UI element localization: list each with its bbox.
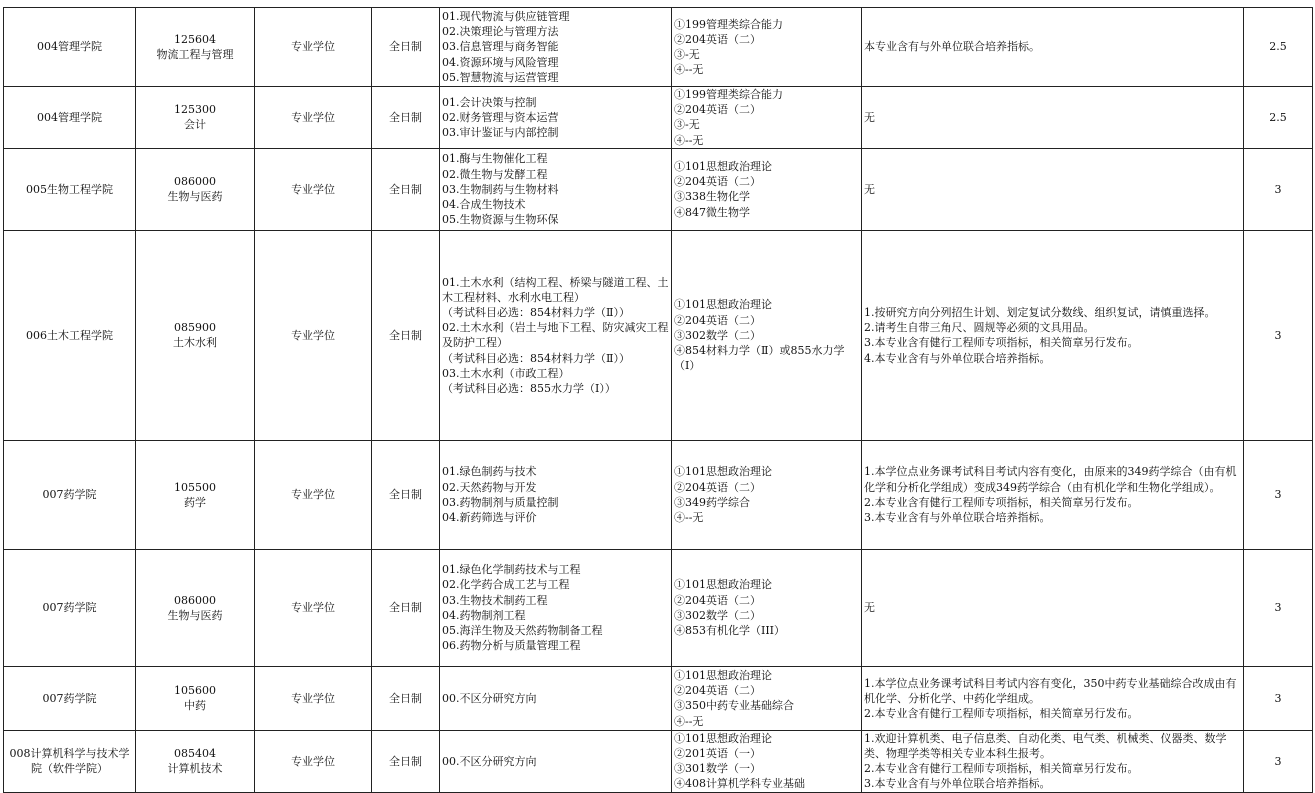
exam-subjects-cell-line: ②204英语（二）	[674, 313, 761, 327]
research-directions-cell-line: 03.审计鉴证与内部控制	[442, 126, 559, 139]
study-years-cell: 3	[1244, 440, 1313, 549]
study-years-cell: 3	[1244, 549, 1313, 666]
notes-cell-line: 2.本专业含有健行工程师专项指标，相关简章另行发布。	[864, 706, 1139, 720]
major-cell	[136, 87, 255, 149]
study-mode-cell: 全日制	[372, 8, 440, 87]
notes-cell	[862, 666, 1244, 730]
exam-subjects-cell-line: ①199管理类综合能力	[674, 17, 783, 31]
research-directions-cell	[440, 440, 672, 549]
notes-cell	[862, 230, 1244, 440]
exam-subjects-cell	[672, 230, 862, 440]
major-code: 085404	[174, 747, 216, 761]
exam-subjects-cell-line: ④--无	[674, 511, 704, 525]
exam-subjects-cell-line: ②204英语（二）	[674, 480, 761, 494]
research-directions-cell-line: 02.天然药物与开发	[442, 480, 537, 494]
notes-cell-line: 无	[864, 601, 875, 615]
degree-type-cell: 专业学位	[255, 8, 372, 87]
exam-subjects-cell-line: ④408计算机学科专业基础	[674, 777, 805, 791]
exam-subjects-cell-line: ②204英语（二）	[674, 103, 761, 117]
exam-subjects-cell-line: ①101思想政治理论	[674, 159, 772, 173]
major-name: 药学	[184, 495, 206, 509]
degree-type-cell: 专业学位	[255, 440, 372, 549]
major-code: 105600	[174, 684, 216, 698]
exam-subjects-cell	[672, 87, 862, 149]
major-name: 中药	[184, 699, 206, 713]
major-name: 物流工程与管理	[156, 48, 234, 61]
exam-subjects-cell	[672, 8, 862, 87]
table-row	[4, 549, 1313, 666]
exam-subjects-cell-line: ①101思想政治理论	[674, 578, 772, 592]
exam-subjects-cell-line: ③301数学（一）	[674, 762, 761, 776]
research-directions-cell-line: 01.酶与生物催化工程	[442, 152, 548, 166]
exam-subjects-cell-line: ①101思想政治理论	[674, 668, 772, 682]
notes-cell-line: 3.本专业含有与外单位联合培养指标。	[864, 511, 1051, 525]
research-directions-cell-line: 03.土木水利（市政工程）	[442, 366, 570, 380]
research-directions-cell-line: 00.不区分研究方向	[442, 691, 537, 705]
table-row	[4, 730, 1313, 792]
research-directions-cell-line: 01.现代物流与供应链管理	[442, 9, 570, 23]
study-mode-cell: 全日制	[372, 666, 440, 730]
major-cell	[136, 666, 255, 730]
research-directions-cell-line: （考试科目必选：854材料力学（Ⅱ））	[442, 305, 630, 319]
notes-cell-line: 本专业含有与外单位联合培养指标。	[864, 40, 1040, 54]
major-cell	[136, 8, 255, 87]
major-name: 计算机技术	[167, 762, 223, 776]
major-code: 125604	[174, 32, 216, 46]
major-name: 会计	[184, 118, 206, 132]
notes-cell	[862, 440, 1244, 549]
exam-subjects-cell-line: ②204英语（二）	[674, 684, 761, 698]
exam-subjects-cell-line: ④847微生物学	[674, 205, 750, 219]
notes-cell-line: 1.欢迎计算机类、电子信息类、自动化类、电气类、机械类、仪器类、数学类、物理学类等相关专业本科生报考。	[864, 731, 1227, 761]
college-cell: 004管理学院	[4, 8, 136, 87]
exam-subjects-cell-line: ④--无	[674, 714, 704, 728]
notes-cell-line: 3.本专业含有健行工程师专项指标，相关简章另行发布。	[864, 336, 1139, 350]
research-directions-cell-line: 05.智慧物流与运营管理	[442, 70, 559, 84]
major-code: 125300	[174, 103, 216, 117]
exam-subjects-cell-line: ③302数学（二）	[674, 608, 761, 622]
major-name: 生物与医药	[167, 608, 223, 622]
research-directions-cell	[440, 666, 672, 730]
exam-subjects-cell-line: ①199管理类综合能力	[674, 88, 783, 101]
notes-cell	[862, 730, 1244, 792]
exam-subjects-cell-line: ④854材料力学（Ⅱ）或855水力学（Ⅰ）	[674, 343, 845, 373]
research-directions-cell-line: 02.决策理论与管理方法	[442, 25, 559, 39]
college-cell: 006土木工程学院	[4, 230, 136, 440]
research-directions-cell-line: 06.药物分析与质量管理工程	[442, 639, 581, 653]
notes-cell-line: 4.本专业含有与外单位联合培养指标。	[864, 351, 1051, 365]
notes-cell	[862, 549, 1244, 666]
study-years-cell: 3	[1244, 230, 1313, 440]
major-cell	[136, 148, 255, 230]
research-directions-cell-line: 02.财务管理与资本运营	[442, 110, 559, 124]
notes-cell	[862, 87, 1244, 149]
college-cell: 008计算机科学与技术学院（软件学院）	[4, 730, 136, 792]
college-cell: 007药学院	[4, 666, 136, 730]
research-directions-cell-line: 02.微生物与发酵工程	[442, 167, 548, 181]
notes-cell-line: 2.请考生自带三角尺、圆规等必须的文具用品。	[864, 321, 1095, 335]
research-directions-cell-line: 01.土木水利（结构工程、桥梁与隧道工程、土木工程材料、水利水电工程）	[442, 275, 669, 304]
research-directions-cell	[440, 549, 672, 666]
study-years-cell: 2.5	[1244, 87, 1313, 149]
exam-subjects-cell	[672, 666, 862, 730]
exam-subjects-cell-line: ④--无	[674, 63, 704, 77]
research-directions-cell-line: 02.土木水利（岩土与地下工程、防灾减灾工程及防护工程）	[442, 321, 669, 350]
table-row	[4, 148, 1313, 230]
research-directions-cell-line: 05.生物资源与生物环保	[442, 213, 559, 227]
degree-type-cell: 专业学位	[255, 148, 372, 230]
research-directions-cell-line: 04.药物制剂工程	[442, 608, 526, 622]
exam-subjects-cell	[672, 148, 862, 230]
research-directions-cell-line: （考试科目必选：854材料力学（Ⅱ））	[442, 351, 630, 365]
table-body	[4, 8, 1313, 793]
research-directions-cell-line: 02.化学药合成工艺与工程	[442, 578, 570, 592]
exam-subjects-cell	[672, 549, 862, 666]
exam-subjects-cell-line: ②204英语（二）	[674, 593, 761, 607]
major-code: 105500	[174, 480, 216, 494]
exam-subjects-cell-line: ③-无	[674, 48, 700, 61]
research-directions-cell-line: 04.资源环境与风险管理	[442, 55, 559, 69]
study-mode-cell: 全日制	[372, 148, 440, 230]
study-years-cell: 3	[1244, 666, 1313, 730]
exam-subjects-cell-line: ③349药学综合	[674, 495, 750, 509]
exam-subjects-cell-line: ①101思想政治理论	[674, 298, 772, 312]
notes-cell-line: 2.本专业含有健行工程师专项指标，相关简章另行发布。	[864, 762, 1139, 776]
notes-cell-line: 2.本专业含有健行工程师专项指标，相关简章另行发布。	[864, 495, 1139, 509]
major-cell	[136, 230, 255, 440]
study-years-cell: 3	[1244, 730, 1313, 792]
exam-subjects-cell-line: ②204英语（二）	[674, 175, 761, 189]
research-directions-cell	[440, 730, 672, 792]
study-years-cell: 3	[1244, 148, 1313, 230]
research-directions-cell	[440, 148, 672, 230]
table-row	[4, 8, 1313, 87]
college-cell: 004管理学院	[4, 87, 136, 149]
major-code: 086000	[174, 175, 216, 189]
research-directions-cell-line: 05.海洋生物及天然药物制备工程	[442, 624, 603, 638]
exam-subjects-cell-line: ①101思想政治理论	[674, 465, 772, 479]
notes-cell-line: 1.按研究方向分列招生计划、划定复试分数线、组织复试，请慎重选择。	[864, 305, 1216, 319]
notes-cell	[862, 148, 1244, 230]
degree-type-cell: 专业学位	[255, 87, 372, 149]
exam-subjects-cell-line: ②204英语（二）	[674, 32, 761, 46]
research-directions-cell-line: 01.绿色化学制药技术与工程	[442, 563, 581, 577]
exam-subjects-cell-line: ③-无	[674, 118, 700, 132]
major-cell	[136, 549, 255, 666]
major-cell	[136, 440, 255, 549]
research-directions-cell-line: 00.不区分研究方向	[442, 754, 537, 768]
notes-cell-line: 3.本专业含有与外单位联合培养指标。	[864, 777, 1051, 791]
admissions-table	[3, 7, 1313, 793]
college-cell: 007药学院	[4, 549, 136, 666]
study-mode-cell: 全日制	[372, 440, 440, 549]
notes-cell-line: 1.本学位点业务课考试科目考试内容有变化，由原来的349药学综合（由有机化学和分析化学组成）变成349药学综合（由有机化学和生物化学组成）。	[864, 465, 1237, 494]
exam-subjects-cell-line: ③338生物化学	[674, 190, 750, 204]
exam-subjects-cell-line: ③302数学（二）	[674, 328, 761, 342]
notes-cell	[862, 8, 1244, 87]
major-code: 085900	[174, 321, 216, 335]
table-row	[4, 666, 1313, 730]
study-years-cell: 2.5	[1244, 8, 1313, 87]
exam-subjects-cell-line: ②201英语（一）	[674, 747, 761, 761]
exam-subjects-cell	[672, 440, 862, 549]
study-mode-cell: 全日制	[372, 730, 440, 792]
notes-cell-line: 无	[864, 182, 875, 196]
exam-subjects-cell-line: ①101思想政治理论	[674, 731, 772, 745]
table-row	[4, 440, 1313, 549]
research-directions-cell	[440, 87, 672, 149]
degree-type-cell: 专业学位	[255, 549, 372, 666]
major-name: 生物与医药	[167, 190, 223, 204]
major-name: 土木水利	[173, 336, 217, 350]
study-mode-cell: 全日制	[372, 230, 440, 440]
major-code: 086000	[174, 593, 216, 607]
notes-cell-line: 1.本学位点业务课考试科目考试内容有变化，350中药专业基础综合改成由有机化学、分析化学、中药化学组成。	[864, 676, 1237, 705]
degree-type-cell: 专业学位	[255, 666, 372, 730]
college-cell: 005生物工程学院	[4, 148, 136, 230]
research-directions-cell	[440, 8, 672, 87]
notes-cell-line: 无	[864, 110, 875, 124]
table-row	[4, 230, 1313, 440]
table-row	[4, 87, 1313, 149]
research-directions-cell-line: 01.绿色制药与技术	[442, 465, 537, 479]
research-directions-cell-line: 01.会计决策与控制	[442, 95, 537, 109]
research-directions-cell-line: 04.新药筛选与评价	[442, 511, 537, 525]
study-mode-cell: 全日制	[372, 87, 440, 149]
research-directions-cell-line: 03.生物技术制药工程	[442, 593, 548, 607]
major-cell	[136, 730, 255, 792]
study-mode-cell: 全日制	[372, 549, 440, 666]
research-directions-cell-line: 03.生物制药与生物材料	[442, 182, 559, 196]
exam-subjects-cell-line: ③350中药专业基础综合	[674, 699, 794, 713]
research-directions-cell-line: 04.合成生物技术	[442, 197, 526, 211]
research-directions-cell-line: 03.药物制剂与质量控制	[442, 495, 559, 509]
research-directions-cell-line: 03.信息管理与商务智能	[442, 40, 559, 54]
research-directions-cell-line: （考试科目必选：855水力学（Ⅰ））	[442, 381, 616, 395]
college-cell: 007药学院	[4, 440, 136, 549]
degree-type-cell: 专业学位	[255, 230, 372, 440]
exam-subjects-cell-line: ④--无	[674, 133, 704, 147]
exam-subjects-cell-line: ④853有机化学（III）	[674, 624, 786, 638]
degree-type-cell: 专业学位	[255, 730, 372, 792]
research-directions-cell	[440, 230, 672, 440]
exam-subjects-cell	[672, 730, 862, 792]
